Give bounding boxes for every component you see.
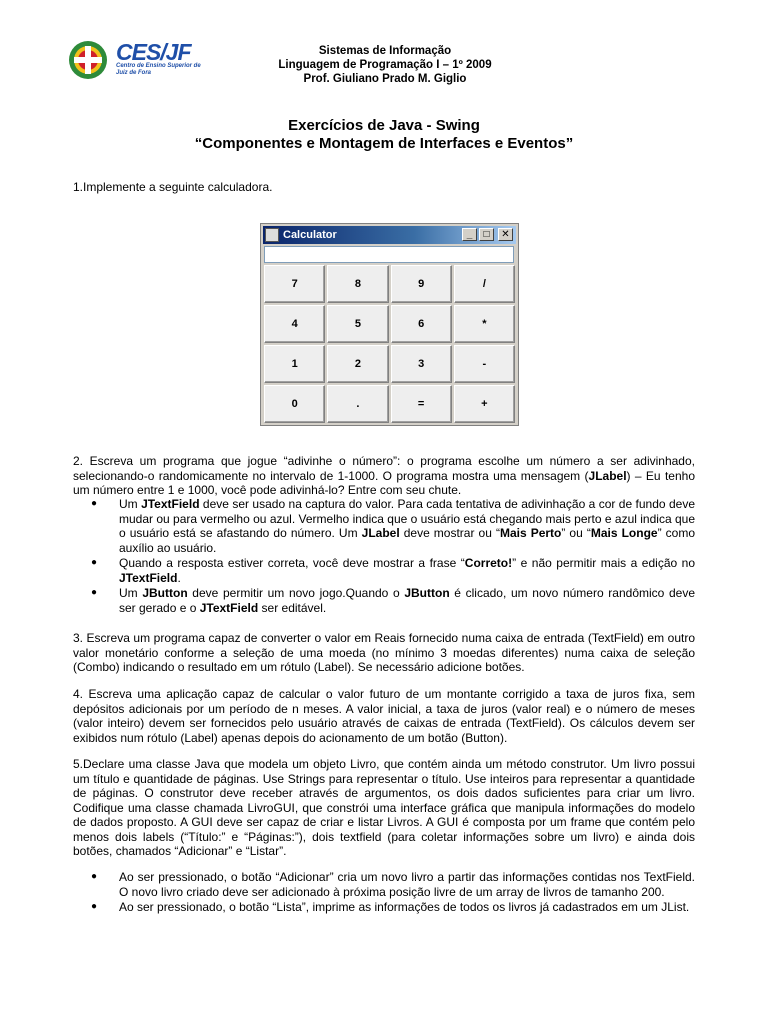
item-keyword: JButton (404, 586, 450, 600)
bullet-icon: ● (91, 557, 98, 568)
key-9[interactable]: 9 (391, 265, 452, 303)
title-line-2: “Componentes e Montagem de Interfaces e Eventos” (194, 135, 574, 152)
key-3[interactable]: 3 (391, 345, 452, 383)
exercise-3-text: 3. Escreva um programa capaz de converter o valor em Reais fornecido numa caixa de entrada (TextField) em outro valor monetário conforme a seleção de uma moeda (no mínimo 3 moedas diferentes) numa caixa de seleção (Combo) indicando o resultado em um rótulo (Label). Se necessário adicione botões. (73, 631, 695, 674)
key-5[interactable]: 5 (327, 305, 388, 343)
list-item (88, 556, 695, 585)
key-8[interactable]: 8 (327, 265, 388, 303)
logo-subtitle: Centro de Ensino Superior de Juiz de Fora (116, 63, 201, 76)
ex2-text: 2. Escreva um programa que jogue “adivinhe o número”: o programa escolhe um número a ser adivinhado, selecionando-o randomicamente no intervalo de 1-1000. O programa mostra uma mensagem ( (73, 454, 695, 483)
item-keyword: JLabel (361, 526, 400, 540)
calculator-title: Calculator (283, 229, 337, 241)
ex2-keyword: JLabel (588, 468, 627, 483)
exercise-4-text: 4. Escreva uma aplicação capaz de calcular o valor futuro de um montante corrigido a taxa de juros fixa, sem depósitos adicionais por um período de n meses. A valor inicial, a taxa de juros (valor real) e o número de meses (valor inteiro) devem ser fornecidos pelo usuário através de caixas de entrada (TextField). Os cálculos devem ser exibidos num rótulo (Label) apenas depois do acionamento de um botão (Button). (73, 687, 695, 745)
item-keyword: JTextField (119, 570, 178, 585)
list-item (88, 870, 695, 899)
item-text: Um (119, 586, 143, 600)
institution-logo (68, 40, 218, 84)
list-item (88, 586, 695, 615)
bullet-icon: ● (91, 498, 98, 509)
calculator-titlebar (263, 226, 516, 244)
header-line-3: Prof. Giuliano Prado M. Giglio (303, 73, 467, 85)
item-text: Quando a resposta estiver correta, você deve mostrar a frase “ (119, 556, 465, 570)
item-keyword: JTextField (141, 497, 200, 511)
item-text: ” e não permitir mais a edição no (512, 556, 696, 570)
bullet-icon: ● (91, 901, 98, 912)
item-text: é clicado, um novo número randômico deve ser gerado e o (119, 586, 695, 615)
key-minus[interactable]: - (454, 345, 515, 383)
list-item (88, 497, 695, 555)
logo-name: CES/JF (116, 39, 191, 65)
item-text: Ao ser pressionado, o botão “Lista”, imprime as informações de todos os livros já cadastrados em um JList. (119, 900, 690, 914)
item-keyword: Mais Perto (499, 526, 562, 540)
key-decimal[interactable]: . (327, 385, 388, 423)
ex2-text: ) – Eu tenho um número entre 1 e 1000, você pode adivinhá-lo? Entre com seu chute. (73, 468, 695, 497)
java-app-icon (265, 228, 279, 242)
calculator-display[interactable] (264, 246, 514, 263)
item-keyword: Mais Longe (590, 526, 658, 540)
key-equals[interactable]: = (391, 385, 452, 423)
header-line-2: Linguagem de Programação I – 1º 2009 (278, 59, 492, 71)
item-text: ser editável. (258, 600, 327, 615)
item-text: ” como auxílio ao usuário. (119, 526, 695, 555)
key-divide[interactable]: / (454, 265, 515, 303)
header-line-1: Sistemas de Informação (318, 45, 452, 57)
exercise-2-bullets (88, 497, 695, 616)
item-text: Ao ser pressionado, o botão “Adicionar” cria um novo livro a partir das informações contidas nos TextField. O novo livro criado deve ser adicionado à próxima posição livre de um array de livros de tamanho 200. (119, 870, 695, 899)
bullet-icon: ● (91, 871, 98, 882)
exercise-1-text: 1.Implemente a seguinte calculadora. (73, 180, 273, 194)
calculator-keypad (264, 265, 515, 423)
exercise-5-text: 5.Declare uma classe Java que modela um objeto Livro, que contém ainda um método construtor. Um livro possui um título e quantidade de páginas. Use Strings para representar o título. Use inteiros para representar a quantidade de páginas. O construtor deve receber através de argumentos, os dois dados suficientes para criar um livro. Codifique uma classe chamada LivroGUI, que constrói uma interface gráfica que manipula informações do modelo de dados proposto. A GUI deve ser capaz de criar e listar Livros. A GUI é composta por um frame que contém pelo menos dois labels (“Título:” e “Páginas:”), dois textfield (para coletar informações sobre um livro) e ainda dois botões, chamados “Adicionar” e “Listar”. (73, 757, 695, 858)
item-text: ” ou “ (561, 526, 591, 540)
key-0[interactable]: 0 (264, 385, 325, 423)
item-keyword: JTextField (199, 600, 259, 615)
item-text: deve mostrar ou “ (399, 526, 500, 540)
key-7[interactable]: 7 (264, 265, 325, 303)
course-header (250, 44, 520, 86)
item-text: . (177, 570, 181, 585)
key-2[interactable]: 2 (327, 345, 388, 383)
item-text: deve ser usado na captura do valor. Para cada tentativa de adivinhação a cor de fundo deve mudar ou para vermelho ou azul. Vermelho indica que o usuário está chegando mais perto e azul indica que o usuário está se afastando do número. Um (119, 497, 695, 540)
minimize-button[interactable]: _ (462, 228, 477, 241)
title-line-1: Exercícios de Java - Swing (288, 117, 480, 134)
item-keyword: Correto! (464, 556, 513, 570)
key-6[interactable]: 6 (391, 305, 452, 343)
maximize-button[interactable]: □ (479, 228, 494, 241)
key-4[interactable]: 4 (264, 305, 325, 343)
item-keyword: JButton (142, 586, 188, 600)
exercise-5-bullets (88, 870, 695, 916)
exercise-2-intro (73, 454, 695, 498)
document-title (100, 117, 668, 153)
key-plus[interactable]: + (454, 385, 515, 423)
bullet-icon: ● (91, 587, 98, 598)
list-item (88, 900, 695, 915)
item-text: deve permitir um novo jogo.Quando o (187, 586, 405, 600)
close-button[interactable]: ✕ (498, 228, 513, 241)
key-multiply[interactable]: * (454, 305, 515, 343)
calculator-window (260, 223, 519, 426)
item-text: Um (119, 497, 142, 511)
logo-emblem-icon (68, 40, 108, 80)
key-1[interactable]: 1 (264, 345, 325, 383)
